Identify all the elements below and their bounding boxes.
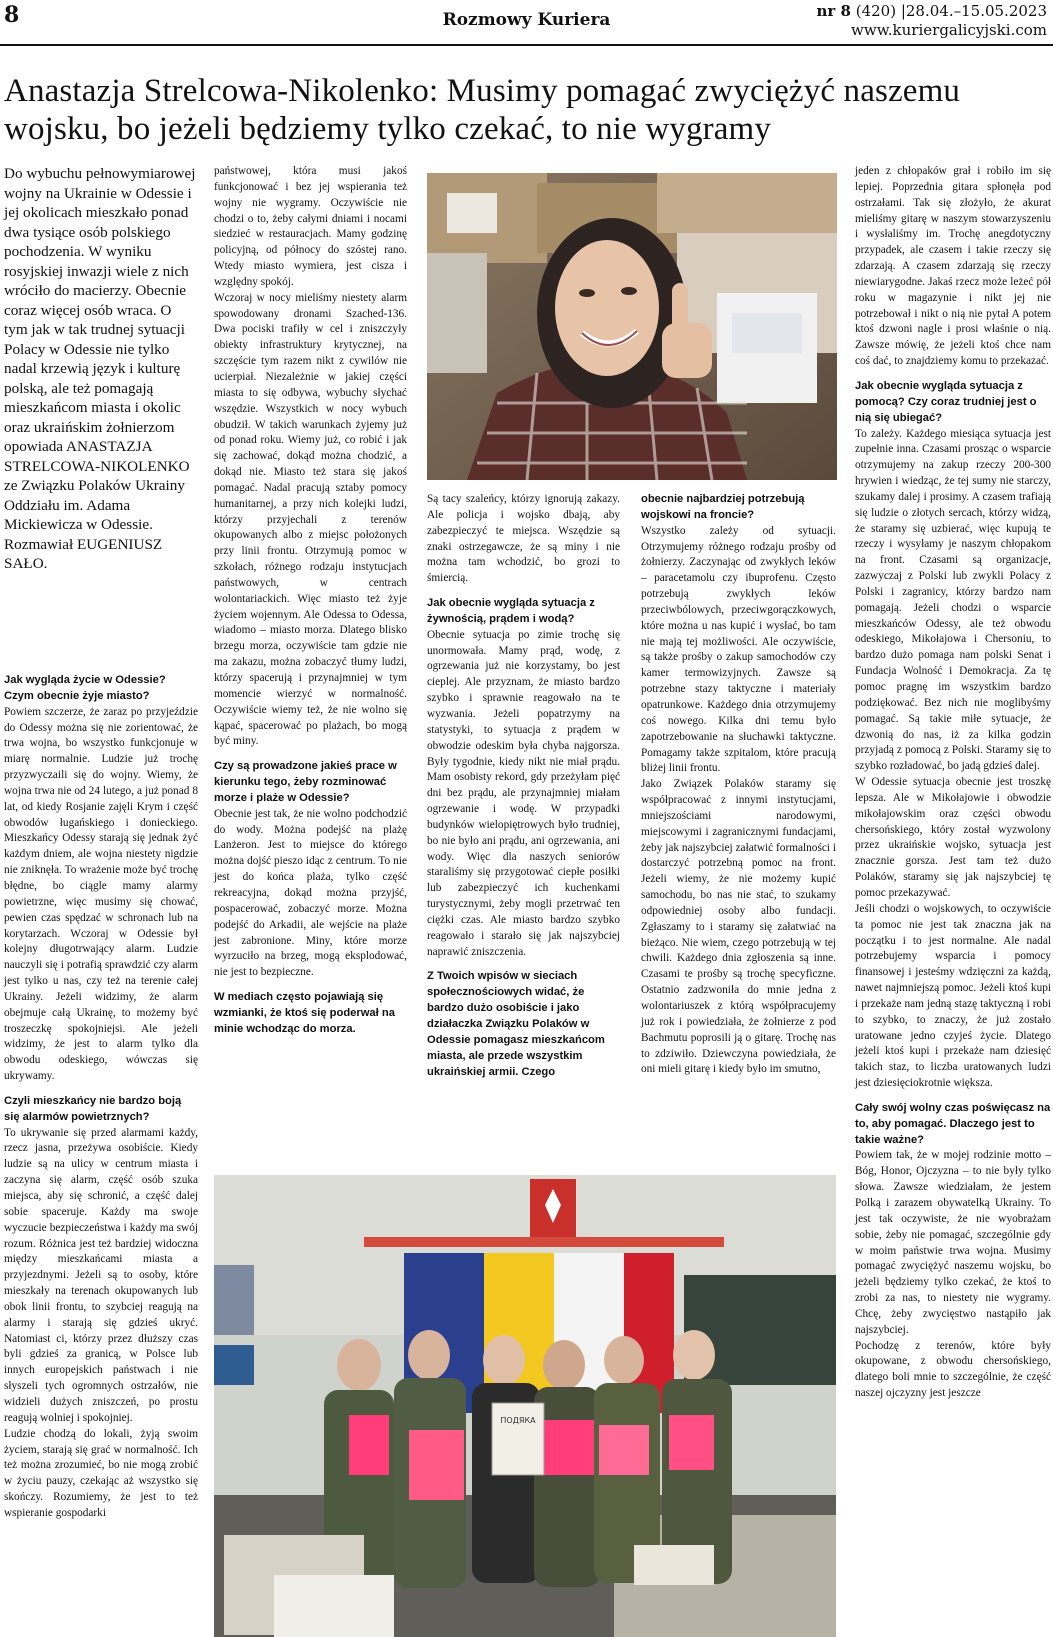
paragraph-col5-7: Pochodzę z terenów, które były okupowane, z obwodu chersońskiego, dlatego boli mnie to szczególnie, że część naszej ojczyzny jest jeszcze <box>855 1339 1051 1400</box>
question-col5-1: Jak obecnie wygląda sytuacja z pomocą? Czy coraz trudniej jest o nią się ubiegać? <box>855 379 1037 424</box>
column-1 <box>4 664 198 1522</box>
paragraph-col5-3: W Odessie sytuacja obecnie jest troszkę lepsza. Ale w Mikołajowie i obwodzie mikołajowskim oraz części obwodu chersońskiego, który został wyzwolony przez ukraińskie wojsko, sytuacja jest znacznie gorsza. Jest tam też dużo Polaków, staramy się jak najszybciej tę pomoc przekazywać. <box>855 776 1051 899</box>
issue-number: nr 8 <box>816 2 851 20</box>
question-col1-0: Jak wygląda życie w Odessie? Czym obecnie żyje miasto? <box>4 674 166 702</box>
paragraph-col2-1: Wczoraj w nocy mieliśmy niestety alarm spowodowany dronami Szached-136. Dwa pociski trafiły w cel i zniszczyły obiekty infrastruktury krytycznej, na szczęście tym razem nikt z cywilów nie ucierpiał. Niezależnie w jakiej części miasta to się odbywa, wybuchy słychać wszędzie. Wszystkich w nocy wybuch obudził. W takich warunkach żyjemy już od ponad roku. Wiemy już, co robić i jak się zachować, dokąd można chodzić, a dokąd nie. Miasto też stara się jakoś pomagać. Nadal pracują sztaby pomocy humanitarnej, a przy nich kolejki ludzi, którzy przyjechali z terenów okupowanych albo z miejsc położonych przy linii frontu. Otrzymują pomoc w szkołach, różnego rodzaju instytucjach państwowych, w centrach wolontariackich. Więc miasto też żyje życiem wojennym. Ale Odessa to Odessa, wiadomo – miasto morza. Dlatego blisko brzegu morza, oczywiście tam gdzie nie ma zakazu, można zobaczyć tłumy ludzi, którzy spacerują i przynajmniej w tym momencie wierzyć w normalność. Oczywiście wiemy też, że nie wolno się kąpać, spacerować po plażach, bo mogą być miny. <box>214 291 407 748</box>
paragraph-col1-3: To ukrywanie się przed alarmami każdy, rzecz jasna, przeżywa osobiście. Kiedy ludzie są na ulicy w centrum miasta i zaczyna się alarm, część osób szuka miejsca, aby się schronić, a część dalej sobie spaceruje. Każdy ma swoje wyczucie bezpieczeństwa i każdy ma swój rozum. Różnica jest też bardziej widoczna między mieszkańcami miasta a przyjezdnymi. Jeżeli są to osoby, które mieszkały na terenach okupowanych lub obok linii frontu, to szybciej reagują na alarmy i starają się gdzieś ukryć. Natomiast ci, którzy przez dłuższy czas byli gdzieś za granicą, w Polsce lub innych europejskich państwach i nie słyszeli tych ogromnych ostrzałów, nie widzieli dużych zniszczeń, po prostu reagują wolniej i spokojniej. <box>4 1126 198 1424</box>
paragraph-col5-2: To zależy. Każdego miesiąca sytuacja jest zupełnie inna. Czasami prosząc o wsparcie otrzymujemy na zakup rzeczy 200-300 hrywien i wiedząc, że tej sumy nie starczy, szukamy dalej i prosimy. A czasem trafiają się ludzie o złotych sercach, którzy widzą, że staramy się uzbierać, więc kupują te rzeczy i wysyłamy je naszym chłopakom na front. Czasami są organizacje, zazwyczaj z Polski lub zwykli Polacy z Polski i zagranicy, którzy bardzo nam pomagają. Jeżeli chodzi o wsparcie mieszkańców Odessy, ale też obwodu odeskiego, Mikołajowa i Chersoniu, to bardzo dużo pomaga nam polski Senat i Fundacja Wolność i Demokracja. Za tę pomoc pragnę im wszystkim bardzo podziękować. Bez nich nie moglibyśmy pomagać. Są takie miłe sytuacje, że dzwonią do nas, iż za kilka godzin przyjadą z pomocą z Polski. Staramy się to szybko rozładować, bo jadą gdzieś dalej. <box>855 427 1051 773</box>
paragraph-col5-4: Jeśli chodzi o wojskowych, to oczywiście ta pomoc nie jest tak znaczna jak na początku i to jest normalne. Ale nadal potrzebujemy wsparcia i pomocy finansowej i jesteśmy wdzięczni za każdą, nawet najmniejszą pomoc. Jeżeli ktoś kupi i przekaże nam jedną stazę taktyczną i robi to szybko, to znaczy, że już zostało uratowane jedno czyjeś życie. Dlatego jeżeli ktoś kupi i przekaże nam dziesięć takich staz, to liczba uratowanych ludzi jest dziesięciokrotnie większa. <box>855 902 1051 1090</box>
section-title: Rozmowy Kuriera <box>442 10 611 30</box>
question-col2-4: W mediach często pojawiają się wzmianki, że ktoś się poderwał na minie wchodząc do morza. <box>214 991 395 1035</box>
certificate-label: ПОДЯКА <box>500 1416 536 1425</box>
selfie-illustration <box>427 173 837 480</box>
question-col4-0: obecnie najbardziej potrzebują wojskowi na froncie? <box>641 493 805 521</box>
column-5 <box>855 164 1051 1402</box>
paragraph-col2-0: państwowej, która musi jakoś funkcjonować i bez jej wspierania też wojny nie wygramy. Oczywiście nie chodzi o to, żeby całymi dniami i nocami siedzieć w restauracjach. Mamy godzinę policyjną, od północy do szóstej rano. Wtedy miasto wymiera, jest cisza i względny spokój. <box>214 165 407 288</box>
paragraph-col1-4: Ludzie chodzą do lokali, żyją swoim życiem, starają się grać w normalność. Ich też można zrozumieć, bo nie mogą zrobić w życiu pauzy, czekając aż wszystko się skończy. Rozumiemy, że jest to też wspieranie gospodarki <box>4 1427 198 1519</box>
question-col5-5: Cały swój wolny czas poświęcasz na to, aby pomagać. Dlaczego jest to takie ważne? <box>855 1101 1051 1146</box>
page-number: 8 <box>4 2 20 28</box>
paragraph-col5-0: jeden z chłopaków grał i robiło im się lepiej. Poprzednia gitara spłonęła pod ostrzałami. Tak się złożyło, że akurat mieliśmy gitarę w naszym stowarzyszeniu i wysłaliśmy im. Trochę anegdotyczny przypadek, ale czasem i takie rzeczy się zdarzają. A czasem zdarzają się rzeczy niewiarygodne. Jakaś rzecz może leżeć pół roku w magazynie i nikt jej nie potrzebował i nikt o nią nie pytał A potem ktoś dzwoni nagle i prosi właśnie o nią. Zawsze mówię, że jeżeli ktoś chce nam coś dać, to znajdziemy komu to przekazać. <box>855 165 1051 368</box>
issue-dates: (420) |28.04.–15.05.2023 <box>850 2 1047 20</box>
paragraph-col4-1: Wszystko zależy od sytuacji. Otrzymujemy różnego rodzaju prośby od żołnierzy. Zaczynając od zwykłych leków – paracetamolu czy ibuprofenu. Często potrzebują zwykłych leków przeciwbólowych, przeciwgorączkowych, które można u nas kupić i wysłać, bo tam nie mają tej możliwości. Ale oczywiście, są także prośby o zakup samochodów czy kamer termowizyjnych. Zawsze są potrzebne stazy taktyczne i materiały opatrunkowe. Każdego dnia otrzymujemy coś nowego. Kilka dni temu było zapotrzebowanie na słuchawki taktyczne. Pomagamy także szpitalom, które pracują bliżej linii frontu. <box>641 524 836 775</box>
paragraph-col3-0: Są tacy szaleńcy, którzy ignorują zakazy. Ale policja i wojsko dbają, aby zabezpieczyć te miejsca. Wszędzie są znaki ostrzegawcze, że są miny i nie można tam wchodzić, bo grozi to śmiercią. <box>427 493 620 585</box>
question-col2-2: Czy są prowadzone jakieś prace w kierunku tego, żeby rozminować morze i plaże w Odessie? <box>214 760 397 804</box>
paragraph-col4-2: Jako Związek Polaków staramy się współpracować z innymi instytucjami, mniejszościami narodowymi, miejscowymi i zagranicznymi fundacjami, żeby jak najszybciej załatwić formalności i dostarczyć potrzebną pomoc na front. Jeżeli wiemy, że nie możemy kupić samochodu, bo nas nie stać, to szukamy odpowiedniej osoby albo fundacji. Zgłaszamy to i staramy się załatwiać na bieżąco. Nie wiem, czego potrzebują w tej chwili. Każdego dnia zgłoszenia są inne. Czasami te prośby są trochę specyficzne. Ostatnio zadzwoniła do mnie jedna z wolontariuszek z którą współpracujemy już rok i powiedziała, że żołnierze z pod Bachmutu poprosili ją o gitarę. Trochę nas to zdziwiło. Dziewczyna powiedziała, że oni mieli gitarę i kiedy było im smutno, <box>641 778 836 1076</box>
article-headline: Anastazja Strelcowa-Nikolenko: Musimy pomagać zwyciężyć naszemu wojsku, bo jeżeli będziemy tylko czekać, to nie wygramy <box>4 73 961 147</box>
header-rule <box>0 44 1053 46</box>
group-illustration <box>214 1175 836 1637</box>
photo-group <box>214 1175 836 1637</box>
paragraph-col3-2: Obecnie sytuacja po zimie trochę się unormowała. Mamy prąd, wodę, z ogrzewania już nie korzystamy, bo jest cieplej. Ale przyznam, że miasto bardzo szybko i sprawnie reagowało na te wyzwania. Jeżeli popatrzymy na statystyki, to sytuacja z prądem w obwodzie odeskim była chyba najgorsza. Były tygodnie, kiedy nikt nie miał prądu. Mam osobisty rekord, gdy przeżyłam pięć dni bez prądu, ale przynajmniej miałam ogrzewanie i wodę. W przypadki budynków wielopiętrowych było trudniej, bo nie było ani prądu, ani ogrzewania, ani wody. Więc dla naszych seniorów staraliśmy się przygotować ciepłe posiłki lub zabezpieczyć ich kuchenkami turystycznymi, żeby mogli przetrwać ten ciężki czas. Ale miasto bardzo szybko reagowało i starało się jak najszybciej naprawić zniszczenia. <box>427 628 620 958</box>
photo-selfie <box>427 173 837 480</box>
question-col3-1: Jak obecnie wygląda sytuacja z żywnością, prądem i wodą? <box>427 597 595 625</box>
question-col1-2: Czyli mieszkańcy nie bardzo boją się alarmów powietrznych? <box>4 1094 182 1123</box>
paragraph-col2-3: Obecnie jest tak, że nie wolno podchodzić do wody. Można podejść na plażę Lanżeron. Jest to miejsce do którego można dojść pieszo idąc z centrum. To nie jest do końca plaża, tylko część rekreacyjna, dokąd można przyjść, pospacerować, zobaczyć morze. Można podejść do Arkadii, ale wejście na plaże jest zabronione. Miny, które morze wyrzuciło na brzeg, mogą eksplodować, nie jest to bezpieczne. <box>214 807 407 979</box>
column-4 <box>641 492 836 1078</box>
column-3 <box>427 492 620 1080</box>
column-2 <box>214 164 407 1038</box>
paragraph-col1-1: Powiem szczerze, że zaraz po przyjeździe do Odessy można się nie zorientować, że trwa wojna, bo wszystko funkcjonuje w miarę normalnie. Ludzie już trochę przyzwyczaili się do wojny. Wiemy, że wojna trwa nie od 24 lutego, a już ponad 8 lat, od kiedy Rosjanie zajęli Krym i część obwodów ługańskiego i donieckiego. Mieszkańcy Odessy starają się jednak żyć każdym dniem, ale wojna niestety nigdzie nie zniknęła. To wrażenie może być trochę błędne, bo ciągle mamy alarmy powietrzne, więc musimy się chować, pewien czas spędzać w schronach lub na korytarzach. Wczoraj w Odessie był kolejny długotrwający alarm. Ludzie nauczyli się i potrafią sprawdzić czy alarm jest tylko u nas, czy też na terenie całej Ukrainy. Jeżeli widzimy, że alarm obejmuje całą Ukrainę, to możemy być troszeczkę spokojniejsi. Ale jeżeli widzimy, że jest to alarm tylko dla obwodu odeskiego, wówczas się ukrywamy. <box>4 705 198 1083</box>
question-col3-3: Z Twoich wpisów w sieciach społecznościowych widać, że bardzo dużo osobiście i jako działaczka Związku Polaków w Odessie pomagasz mieszkańcom miasta, ale przede wszystkim ukraińskiej armii. Czego <box>427 970 605 1078</box>
website-link[interactable]: www.kuriergalicyjski.com <box>851 21 1047 39</box>
issue-info <box>817 2 1048 40</box>
article-intro: Do wybuchu pełnowymiarowej wojny na Ukrainie w Odessie i jej okolicach mieszkało ponad dwa tysiące osób polskiego pochodzenia. W wyniku rosyjskiej inwazji wiele z nich wróciło do macierzy. Obecnie coraz więcej osób wraca. O tym jak w tak trudnej sytuacji Polacy w Odessie nie tylko nadal krzewią język i kulturę polską, ale też pomagają mieszkańcom miasta i okolic oraz ukraińskim żołnierzom opowiada ANASTAZJA STRELCOWA-NIKOLENKO ze Związku Polaków Ukrainy Oddziału im. Adama Mickiewicza w Odessie. Rozmawiał EUGENIUSZ SAŁO. <box>4 165 196 572</box>
paragraph-col5-6: Powiem tak, że w mojej rodzinie motto – Bóg, Honor, Ojczyzna – to nie były tylko słowa. Zawsze wiedziałam, że jestem Polką i zarazem obywatelką Ukrainy. To jest tak oczywiste, że nie wyobrażam sobie, żeby nie pomagać, szczególnie gdy w moim państwie trwa wojna. Musimy pomagać zwyciężyć naszemu wojsku, bo jeżeli będziemy tylko czekać, że ktoś to zrobi za nas, to niestety nie wygramy. Chcę, żeby zwycięstwo nastąpiło jak najszybciej. <box>855 1149 1051 1336</box>
